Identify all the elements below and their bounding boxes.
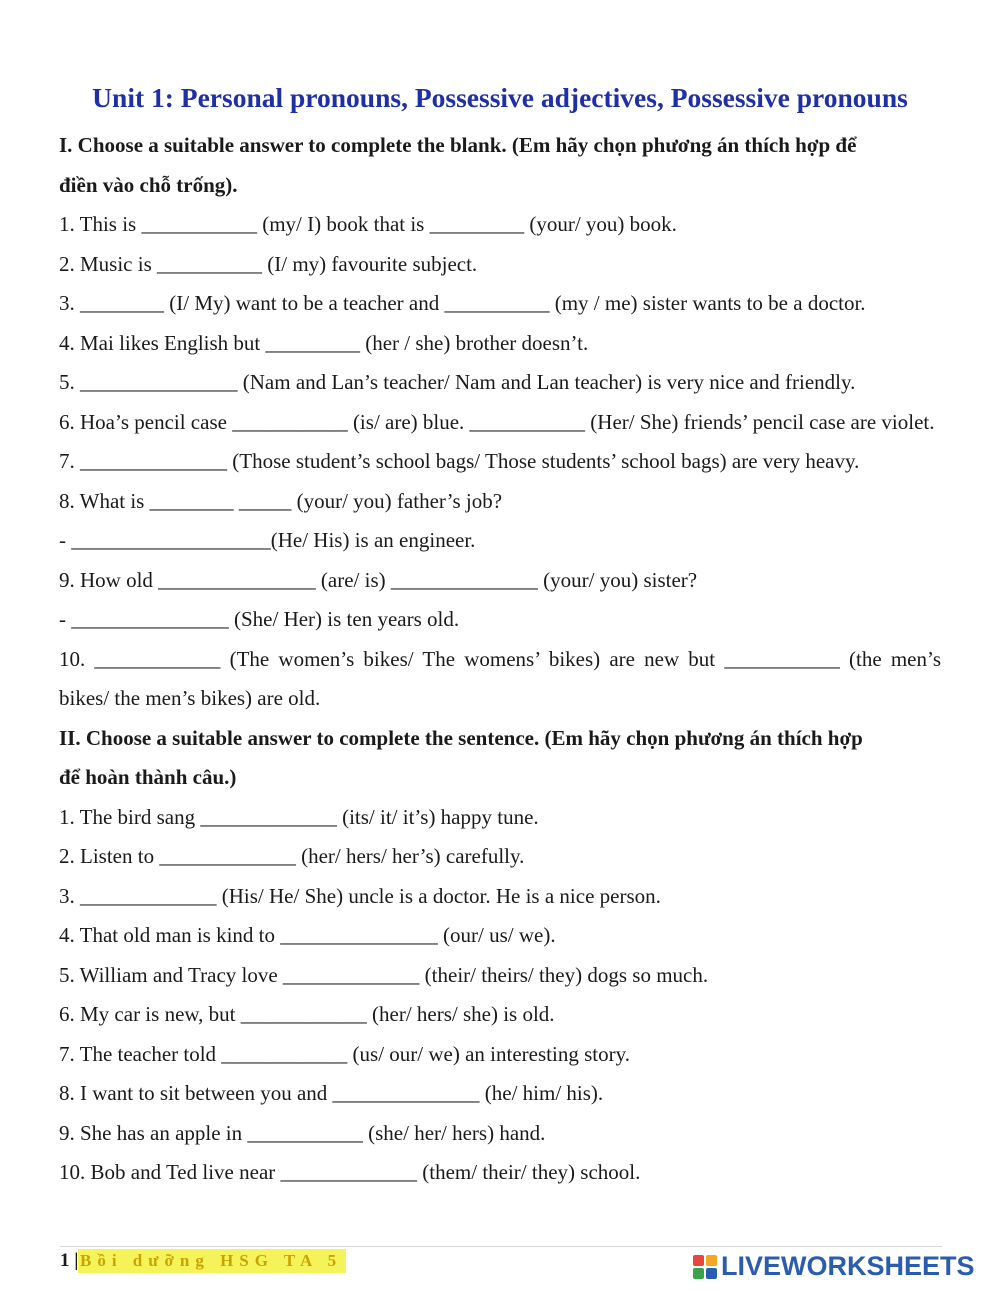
exercise-item: 4. That old man is kind to _______________ (our/ us/ we). — [59, 923, 556, 947]
exercise-item: 2. Music is __________ (I/ my) favourite subject. — [59, 251, 478, 276]
exercise-item: 6. Hoa’s pencil case ___________ (is/ are) blue. ___________ (Her/ She) friends’ pencil case are violet. — [59, 409, 935, 434]
liveworksheets-brand[interactable] — [692, 1251, 975, 1282]
exercise-item: 3. _____________ (His/ He/ She) uncle is a doctor. He is a nice person. — [59, 883, 661, 908]
exercise-item: 6. My car is new, but ____________ (her/ hers/ she) is old. — [59, 1002, 555, 1026]
exercise-item: 3. ________ (I/ My) want to be a teacher and __________ (my / me) sister wants to be a doctor. — [59, 291, 866, 315]
exercise-item: 8. I want to sit between you and ______________ (he/ him/ his). — [59, 1081, 604, 1105]
exercise-item: 8. What is ________ _____ (your/ you) father’s job? — [59, 488, 503, 513]
exercise-item: 4. Mai likes English but _________ (her / she) brother doesn’t. — [59, 330, 589, 355]
exercise-item: 5. _______________ (Nam and Lan’s teacher/ Nam and Lan teacher) is very nice and friendly. — [59, 370, 856, 394]
exercise-item: 10. Bob and Ted live near _____________ (them/ their/ they) school. — [59, 1160, 641, 1184]
exercise-item: 9. How old _______________ (are/ is) ______________ (your/ you) sister? — [59, 567, 698, 592]
worksheet-body — [59, 126, 941, 1193]
exercise-item: 1. The bird sang _____________ (its/ it/ it’s) happy tune. — [59, 804, 539, 829]
exercise-item: 5. William and Tracy love _____________ (their/ theirs/ they) dogs so much. — [59, 962, 709, 987]
footer-divider — [60, 1246, 942, 1247]
exercise-item: 2. Listen to _____________ (her/ hers/ her’s) carefully. — [59, 844, 525, 868]
footer-label: Bồi dưỡng HSG TA 5 — [78, 1249, 346, 1273]
section-1-heading-cont: điền vào chỗ trống). — [59, 172, 238, 197]
exercise-item: 7. ______________ (Those student’s school bags/ Those students’ school bags) are very heavy. — [59, 449, 860, 473]
exercise-item: 9. She has an apple in ___________ (she/ her/ hers) hand. — [59, 1120, 546, 1145]
page-number: 1 | — [60, 1250, 79, 1271]
brand-name: LIVEWORKSHEETS — [721, 1251, 975, 1281]
section-2-heading-cont: để hoàn thành câu.) — [59, 765, 237, 789]
exercise-answer: - ___________________(He/ His) is an engineer. — [59, 528, 476, 552]
exercise-item: 7. The teacher told ____________ (us/ our/ we) an interesting story. — [59, 1041, 630, 1066]
section-2-heading: II. Choose a suitable answer to complete the sentence. (Em hãy chọn phương án thích hợp — [59, 725, 863, 750]
section-1-heading: I. Choose a suitable answer to complete the blank. (Em hãy chọn phương án thích hợp để — [59, 133, 857, 157]
exercise-item: 10. ____________ (The women’s bikes/ The womens’ bikes) are new but ___________ (the men’s bikes/ the men’s bikes) are old. — [59, 646, 941, 710]
exercise-item: 1. This is ___________ (my/ I) book that is _________ (your/ you) book. — [59, 212, 677, 236]
page-title: Unit 1: Personal pronouns, Possessive adjectives, Possessive pronouns — [92, 82, 908, 113]
liveworksheets-logo-icon — [692, 1254, 718, 1280]
exercise-answer: - _______________ (She/ Her) is ten years old. — [59, 607, 460, 631]
